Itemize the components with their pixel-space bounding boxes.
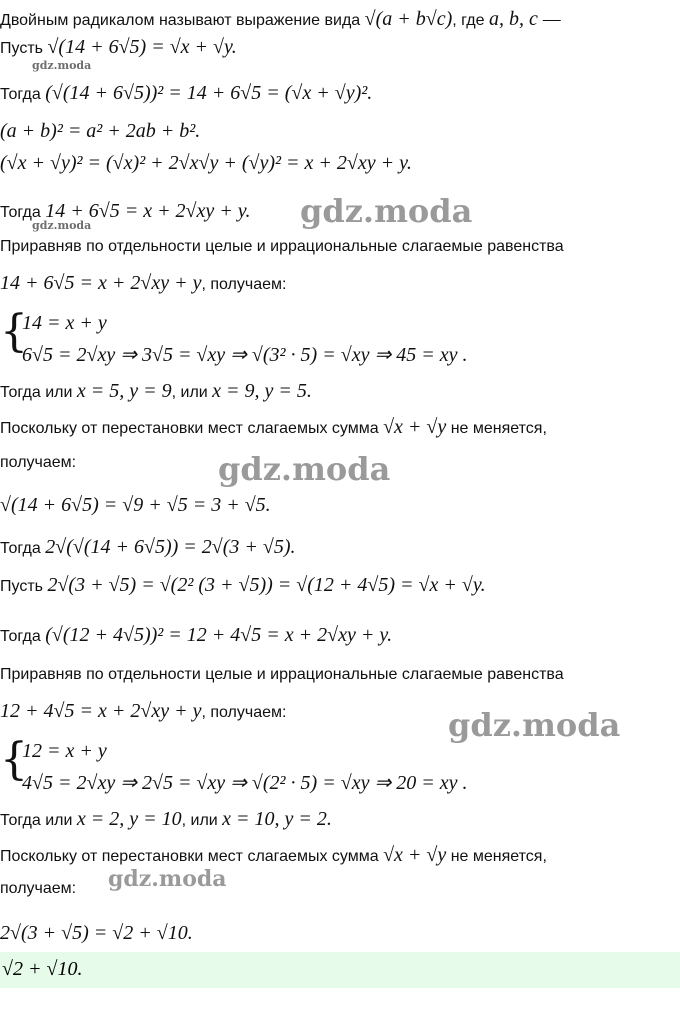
line-formula: x = 5, y = 9 xyxy=(76,380,172,402)
line-text: , получаем: xyxy=(201,276,287,293)
line-text: Тогда xyxy=(0,204,46,221)
solution-line xyxy=(0,152,680,175)
line-formula: √x + √y xyxy=(383,844,447,866)
answer-box xyxy=(0,952,680,988)
solution-line xyxy=(0,494,680,517)
answer-value: √2 + √10. xyxy=(2,958,83,980)
solution-line xyxy=(22,770,680,795)
solution-line xyxy=(0,36,680,59)
line-formula: √(14 + 6√5) = √9 + √5 = 3 + √5. xyxy=(0,494,271,516)
line-formula: 14 + 6√5 = x + 2√xy + y. xyxy=(45,200,251,222)
line-formula: 14 = x + y xyxy=(22,312,107,334)
line-text: Тогда xyxy=(0,540,46,557)
solution-line xyxy=(0,238,680,256)
line-formula: √x + √y xyxy=(383,416,447,438)
line-formula: x = 9, y = 5. xyxy=(212,380,312,402)
solution-line xyxy=(0,880,680,898)
line-text: не меняется, xyxy=(446,848,547,865)
watermark-medium: gdz.moda xyxy=(108,866,227,892)
line-formula: 2√(3 + √5) = √2 + √10. xyxy=(0,922,193,944)
solution-line xyxy=(0,574,680,597)
line-formula: 6√5 = 2√xy ⇒ 3√5 = √xy ⇒ √(3² · 5) = √xy ⇒ 45 = xy . xyxy=(22,344,468,366)
line-text: Тогда xyxy=(0,628,46,645)
line-formula: x = 10, y = 2. xyxy=(222,808,332,830)
solution-line xyxy=(0,808,680,831)
solution-line xyxy=(0,380,680,403)
line-text: Пусть xyxy=(0,578,48,595)
line-text: Приравняв по отдельности целые и иррациональные слагаемые равенства xyxy=(0,666,564,683)
system-brace-1: { xyxy=(0,306,28,357)
line-formula: x = 2, y = 10 xyxy=(76,808,182,830)
line-text: получаем: xyxy=(0,454,77,471)
line-formula: 2√(3 + √5) = √(2² (3 + √5)) = √(12 + 4√5) = √x + √y. xyxy=(47,574,486,596)
line-formula: √(a + b√c) xyxy=(364,8,453,30)
line-formula: (a + b)² = a² + 2ab + b². xyxy=(0,120,201,142)
line-text: Поскольку от перестановки мест слагаемых сумма xyxy=(0,420,384,437)
line-formula: √(14 + 6√5) = √x + √y. xyxy=(47,36,237,58)
solution-line xyxy=(0,844,680,867)
line-text: Двойным радикалом называют выражение вида xyxy=(0,12,365,29)
line-formula: 14 + 6√5 = x + 2√xy + y xyxy=(0,272,202,294)
line-text: Тогда xyxy=(0,86,46,103)
line-text: , получаем: xyxy=(201,704,287,721)
system-brace-2: { xyxy=(0,734,28,785)
line-text: Приравняв по отдельности целые и иррациональные слагаемые равенства xyxy=(0,238,564,255)
solution-line xyxy=(22,312,680,335)
solution-line xyxy=(0,272,680,295)
solution-line xyxy=(22,342,680,367)
line-formula: 12 + 4√5 = x + 2√xy + y xyxy=(0,700,202,722)
solution-line xyxy=(0,536,680,559)
line-text: Поскольку от перестановки мест слагаемых сумма xyxy=(0,848,384,865)
line-formula: (√x + √y)² = (√x)² + 2√x√y + (√y)² = x + 2√xy + y. xyxy=(0,152,412,174)
solution-line xyxy=(0,120,680,143)
line-formula: (√(12 + 4√5))² = 12 + 4√5 = x + 2√xy + y. xyxy=(45,624,393,646)
line-formula: 12 = x + y xyxy=(22,740,107,762)
watermark-large: gdz.moda xyxy=(448,706,621,744)
solution-line xyxy=(0,624,680,647)
line-formula: (√(14 + 6√5))² = 14 + 6√5 = (√x + √y)². xyxy=(45,82,373,104)
line-text: , или xyxy=(181,812,223,829)
solution-line xyxy=(0,416,680,439)
watermark-small: gdz.moda xyxy=(32,219,92,232)
line-text: Пусть xyxy=(0,40,48,57)
watermark-large: gdz.moda xyxy=(218,450,391,488)
line-text: не меняется, xyxy=(446,420,547,437)
line-text: получаем: xyxy=(0,880,77,897)
solution-line xyxy=(0,666,680,684)
line-formula: 4√5 = 2√xy ⇒ 2√5 = √xy ⇒ √(2² · 5) = √xy ⇒ 20 = xy . xyxy=(22,772,468,794)
line-text: , или xyxy=(171,384,213,401)
solution-line xyxy=(0,8,680,31)
watermark-large: gdz.moda xyxy=(300,192,473,230)
solution-line xyxy=(0,82,680,105)
line-text: , где xyxy=(452,12,489,29)
watermark-small: gdz.moda xyxy=(32,59,92,72)
solution-line xyxy=(0,922,680,945)
line-text: Тогда или xyxy=(0,812,77,829)
line-formula: 2√(√(14 + 6√5)) = 2√(3 + √5). xyxy=(45,536,296,558)
line-formula: a, b, c — xyxy=(488,8,561,30)
line-text: Тогда или xyxy=(0,384,77,401)
